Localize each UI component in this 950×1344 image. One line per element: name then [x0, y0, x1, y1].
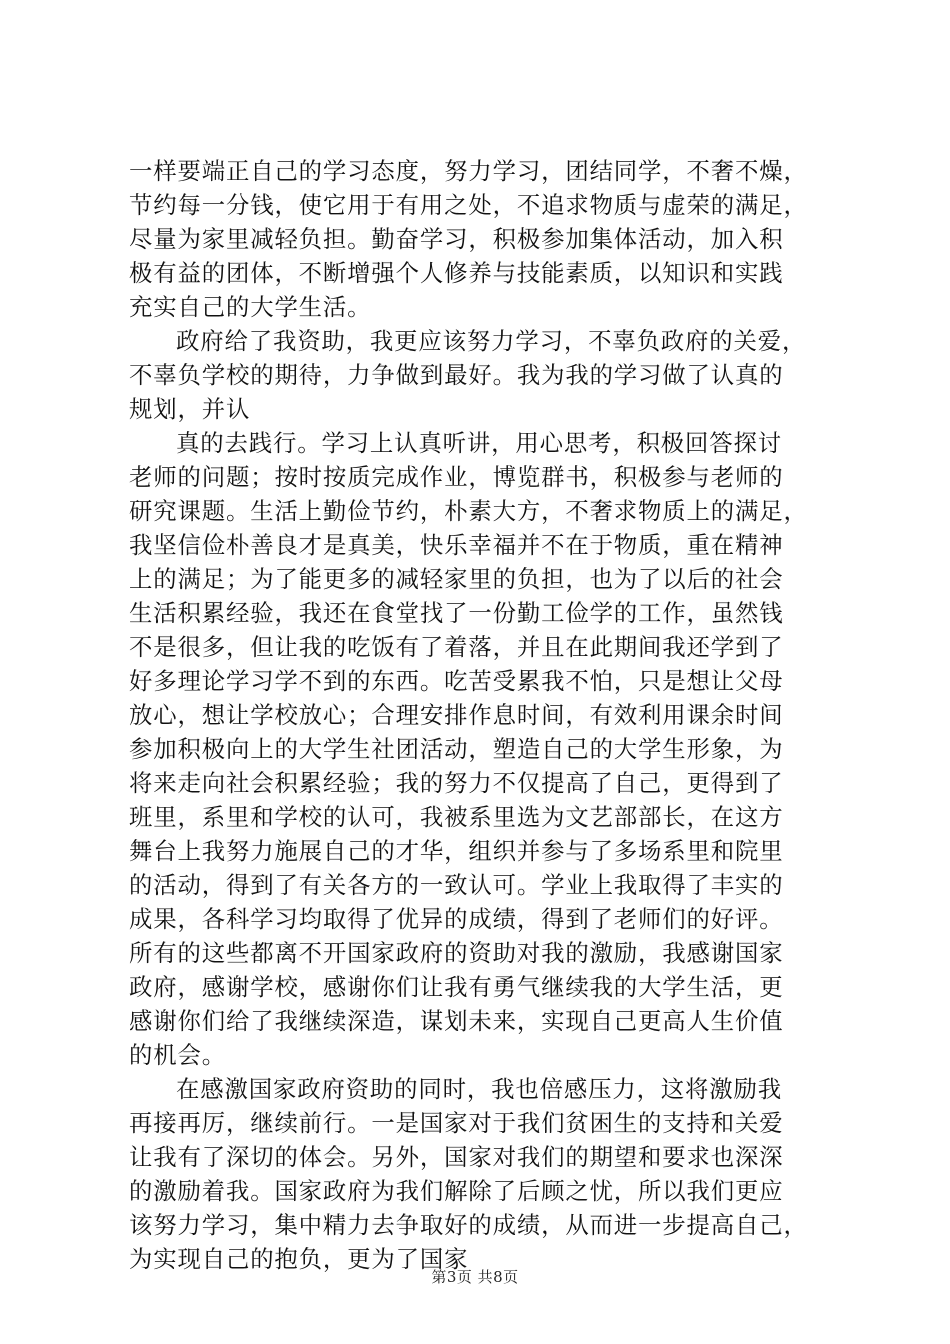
text-line: 好多理论学习学不到的东西。吃苦受累我不怕，只是想让父母: [129, 667, 784, 695]
text-line: 老师的问题；按时按质完成作业，博览群书，积极参与老师的: [129, 463, 784, 491]
text-line: 的机会。: [129, 1041, 226, 1069]
text-line: 的活动，得到了有关各方的一致认可。学业上我取得了丰实的: [129, 871, 784, 899]
text-line: 为实现自己的抱负，更为了国家: [129, 1245, 469, 1273]
text-line: 一样要端正自己的学习态度，努力学习，团结同学，不奢不燥，: [129, 157, 808, 185]
text-line: 再接再厉，继续前行。一是国家对于我们贫困生的支持和关爱: [129, 1109, 784, 1137]
text-line: 该努力学习，集中精力去争取好的成绩，从而进一步提高自己，: [129, 1211, 808, 1239]
text-line: 节约每一分钱，使它用于有用之处，不追求物质与虚荣的满足，: [129, 191, 808, 219]
text-line: 感谢你们给了我继续深造，谋划未来，实现自己更高人生价值: [129, 1007, 784, 1035]
text-line: 成果，各科学习均取得了优异的成绩，得到了老师们的好评。: [129, 905, 784, 933]
text-line: 所有的这些都离不开国家政府的资助对我的激励，我感谢国家: [129, 939, 784, 967]
text-line: 研究课题。生活上勤俭节约，朴素大方，不奢求物质上的满足，: [129, 497, 808, 525]
text-line: 不辜负学校的期待，力争做到最好。我为我的学习做了认真的: [129, 361, 784, 389]
text-line: 在感激国家政府资助的同时，我也倍感压力，这将激励我: [176, 1075, 783, 1103]
text-line: 班里，系里和学校的认可，我被系里选为文艺部部长，在这方: [129, 803, 784, 831]
text-line: 放心，想让学校放心；合理安排作息时间，有效利用课余时间: [129, 701, 784, 729]
text-line: 真的去践行。学习上认真听讲，用心思考，积极回答探讨: [176, 429, 783, 457]
text-line: 政府给了我资助，我更应该努力学习，不辜负政府的关爱，: [176, 327, 807, 355]
text-line: 政府，感谢学校，感谢你们让我有勇气继续我的大学生活，更: [129, 973, 784, 1001]
text-line: 规划，并认: [129, 395, 251, 423]
text-line: 上的满足；为了能更多的减轻家里的负担，也为了以后的社会: [129, 565, 784, 593]
body-text: [129, 154, 829, 1276]
text-line: 不是很多，但让我的吃饭有了着落，并且在此期间我还学到了: [129, 633, 784, 661]
text-line: 让我有了深切的体会。另外，国家对我们的期望和要求也深深: [129, 1143, 784, 1171]
text-line: 舞台上我努力施展自己的才华，组织并参与了多场系里和院里: [129, 837, 784, 865]
text-line: 充实自己的大学生活。: [129, 293, 372, 321]
text-line: 极有益的团体，不断增强个人修养与技能素质，以知识和实践: [129, 259, 784, 287]
text-line: 参加积极向上的大学生社团活动，塑造自己的大学生形象，为: [129, 735, 784, 763]
text-line: 我坚信俭朴善良才是真美，快乐幸福并不在于物质，重在精神: [129, 531, 784, 559]
text-line: 尽量为家里减轻负担。勤奋学习，积极参加集体活动，加入积: [129, 225, 784, 253]
text-line: 生活积累经验，我还在食堂找了一份勤工俭学的工作，虽然钱: [129, 599, 784, 627]
text-line: 的激励着我。国家政府为我们解除了后顾之忧，所以我们更应: [129, 1177, 784, 1205]
text-line: 将来走向社会积累经验；我的努力不仅提高了自己，更得到了: [129, 769, 784, 797]
page-footer: 第3页 共8页: [431, 1268, 519, 1286]
